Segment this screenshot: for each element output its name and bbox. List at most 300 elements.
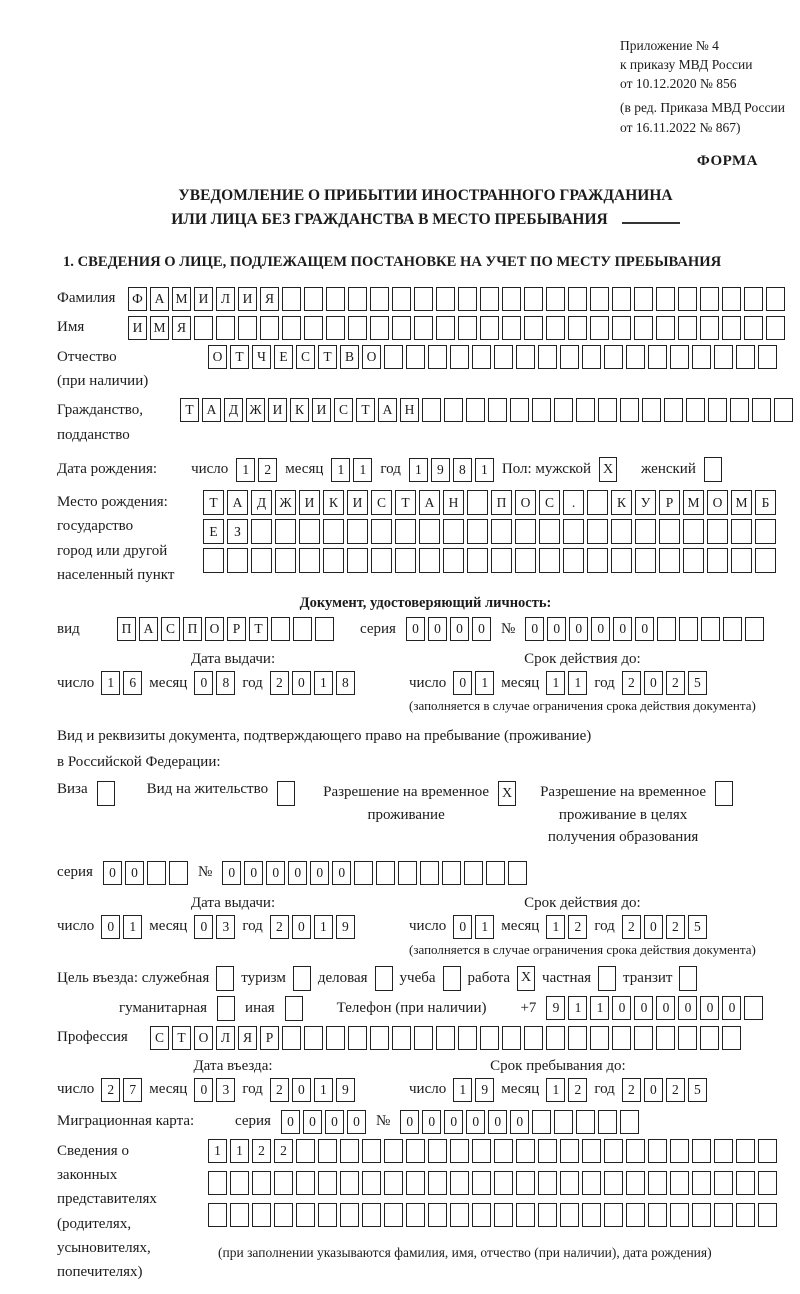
permit-number-field bbox=[222, 861, 527, 885]
purpose-tourism-checkbox bbox=[293, 966, 311, 991]
permit-number-field-cell: 0 bbox=[222, 861, 241, 885]
representatives-field-row3-cell bbox=[560, 1203, 579, 1227]
stay-until-heading: Срок пребывания до: bbox=[490, 1057, 626, 1074]
citizenship-field-cell bbox=[730, 398, 749, 422]
id-doc-kind-field-cell: С bbox=[161, 617, 180, 641]
given-name-field-cell bbox=[612, 316, 631, 340]
representatives-field-row1-cell bbox=[472, 1139, 491, 1163]
surname-field-cell bbox=[304, 287, 323, 311]
id-doc-series-field-cell: 0 bbox=[472, 617, 491, 641]
birthplace-field-row2-cell bbox=[755, 519, 776, 544]
surname-field-cell bbox=[744, 287, 763, 311]
number-label: № bbox=[375, 1113, 391, 1130]
birthplace-field-row3-cell bbox=[611, 548, 632, 573]
sex-female-checkbox bbox=[704, 457, 722, 482]
stay-year-field bbox=[622, 1078, 707, 1102]
representatives-field-row2-cell bbox=[736, 1171, 755, 1195]
birthplace-field-row1-cell: О bbox=[707, 490, 728, 515]
permit-number-field-cell bbox=[398, 861, 417, 885]
representatives-field-row1-cell bbox=[450, 1139, 469, 1163]
stay-month-field bbox=[546, 1078, 587, 1102]
profession-field-cell bbox=[480, 1026, 499, 1050]
citizenship-field-cell bbox=[774, 398, 793, 422]
id-doc-number-field-cell bbox=[657, 617, 676, 641]
surname-field-cell bbox=[612, 287, 631, 311]
temp-residence-option bbox=[323, 781, 516, 826]
representatives-field-row3-cell bbox=[626, 1203, 645, 1227]
id-doc-dates bbox=[57, 651, 794, 714]
representatives-field-row2-cell bbox=[340, 1171, 359, 1195]
surname-field-cell bbox=[326, 287, 345, 311]
permit-number-field-cell bbox=[486, 861, 505, 885]
phone-field-cell: 9 bbox=[546, 996, 565, 1020]
given-name-field-cell: М bbox=[150, 316, 169, 340]
citizenship-field-cell bbox=[642, 398, 661, 422]
id-valid-day-field bbox=[453, 671, 494, 695]
id-valid-year-field bbox=[622, 671, 707, 695]
permit-number-field-cell bbox=[420, 861, 439, 885]
representatives-field-row1-cell: 1 bbox=[230, 1139, 249, 1163]
given-name-field-cell bbox=[766, 316, 785, 340]
representatives-field-row1-cell: 2 bbox=[252, 1139, 271, 1163]
surname-field-cell: Ф bbox=[128, 287, 147, 311]
temp-residence-edu-label: Разрешение на временное проживание в целях получения образования bbox=[540, 784, 707, 846]
birthplace-field-row2-cell bbox=[251, 519, 272, 544]
representatives-field-row1-cell bbox=[296, 1139, 315, 1163]
patronymic-field-cell bbox=[714, 345, 733, 369]
permit-valid-day-field-cell: 0 bbox=[453, 915, 472, 939]
month-label: месяц bbox=[501, 918, 540, 935]
day-label: число bbox=[57, 918, 95, 935]
birth-year-field bbox=[409, 458, 494, 482]
permit-valid-group bbox=[409, 895, 756, 958]
year-label: год bbox=[242, 674, 263, 691]
phone-field bbox=[546, 996, 763, 1020]
migration-number-field-cell: 0 bbox=[510, 1110, 529, 1134]
migration-card-label: Миграционная карта: bbox=[57, 1113, 195, 1130]
purpose-other-checkbox bbox=[285, 996, 303, 1021]
permit-valid-month-field-cell: 1 bbox=[546, 915, 565, 939]
series-label: серия bbox=[360, 620, 396, 637]
representatives-field-row2-cell bbox=[362, 1171, 381, 1195]
birth-month-field-cell: 1 bbox=[331, 458, 350, 482]
right-doc-paragraph: Вид и реквизиты документа, подтверждающего право на пребывание (проживание) в Российской Федерации: bbox=[57, 728, 592, 770]
representatives-field-row3-cell bbox=[736, 1203, 755, 1227]
series-label: серия bbox=[57, 864, 93, 881]
given-name-field-cell bbox=[568, 316, 587, 340]
profession-field-cell bbox=[370, 1026, 389, 1050]
profession-field-cell bbox=[326, 1026, 345, 1050]
number-label: № bbox=[197, 864, 213, 881]
permit-series-field-cell: 0 bbox=[125, 861, 144, 885]
purpose-tourism-label: туризм bbox=[241, 969, 286, 986]
citizenship-field-cell: Д bbox=[224, 398, 243, 422]
birthplace-field-row3-cell bbox=[731, 548, 752, 573]
birthplace-field-row3-cell bbox=[371, 548, 392, 573]
phone-label: Телефон (при наличии) bbox=[336, 999, 487, 1016]
representatives-field-row1-cell bbox=[516, 1139, 535, 1163]
surname-field-cell bbox=[766, 287, 785, 311]
given-name-field-cell bbox=[282, 316, 301, 340]
patronymic-field-cell bbox=[582, 345, 601, 369]
given-name-field-cell bbox=[700, 316, 719, 340]
surname-field-cell bbox=[348, 287, 367, 311]
birthplace-field-row2-cell: З bbox=[227, 519, 248, 544]
representatives-field-row1-cell bbox=[714, 1139, 733, 1163]
id-doc-kind-field-cell bbox=[293, 617, 312, 641]
entry-year-field bbox=[270, 1078, 355, 1102]
birth-day-field-cell: 2 bbox=[258, 458, 277, 482]
patronymic-field-cell: С bbox=[296, 345, 315, 369]
representatives-field-row1-cell bbox=[318, 1139, 337, 1163]
surname-field-cell bbox=[436, 287, 455, 311]
id-valid-year-field-cell: 0 bbox=[644, 671, 663, 695]
birth-month-field bbox=[331, 458, 372, 482]
sex-male-label: Пол: мужской bbox=[501, 461, 592, 477]
number-label: № bbox=[500, 620, 516, 637]
birthplace-field-row3-cell bbox=[659, 548, 680, 573]
migration-number-field bbox=[400, 1110, 639, 1134]
id-doc-kind-field-cell bbox=[271, 617, 290, 641]
representatives-field-row1-cell: 2 bbox=[274, 1139, 293, 1163]
given-name-field-cell bbox=[546, 316, 565, 340]
representatives-field-row3-cell bbox=[230, 1203, 249, 1227]
id-doc-number-field-cell bbox=[745, 617, 764, 641]
representatives-field-row1-cell bbox=[428, 1139, 447, 1163]
representatives-field-row3-cell bbox=[406, 1203, 425, 1227]
citizenship-field-cell: Ж bbox=[246, 398, 265, 422]
representatives-field-row3-cell bbox=[340, 1203, 359, 1227]
representatives-field-row1-cell bbox=[758, 1139, 777, 1163]
birthplace-field-row2-cell bbox=[275, 519, 296, 544]
title-line-1: УВЕДОМЛЕНИЕ О ПРИБЫТИИ ИНОСТРАННОГО ГРАЖДАНИНА bbox=[178, 186, 673, 204]
birthplace-field-row3-cell bbox=[395, 548, 416, 573]
id-valid-month-field-cell: 1 bbox=[568, 671, 587, 695]
given-name-field-cell bbox=[678, 316, 697, 340]
sex-female-label: женский bbox=[641, 461, 696, 477]
id-issue-day-field-cell: 1 bbox=[101, 671, 120, 695]
permit-valid-year-field bbox=[622, 915, 707, 939]
birthplace-field-row3-cell bbox=[707, 548, 728, 573]
representatives-field-row3-cell bbox=[494, 1203, 513, 1227]
stay-day-field bbox=[453, 1078, 494, 1102]
permit-issue-year-field-cell: 2 bbox=[270, 915, 289, 939]
birthplace-field-row3-cell bbox=[755, 548, 776, 573]
birthplace-field-row3-cell bbox=[227, 548, 248, 573]
year-label: год bbox=[594, 674, 615, 691]
patronymic-field-cell bbox=[538, 345, 557, 369]
permit-number-field-cell bbox=[508, 861, 527, 885]
surname-field-cell: И bbox=[238, 287, 257, 311]
citizenship-field-cell: А bbox=[378, 398, 397, 422]
phone-field-cell: 1 bbox=[568, 996, 587, 1020]
id-valid-year-field-cell: 5 bbox=[688, 671, 707, 695]
birthplace-field-row1-cell: Д bbox=[251, 490, 272, 515]
temp-residence-label: Разрешение на временное проживание bbox=[323, 784, 490, 823]
year-label: год bbox=[594, 918, 615, 935]
birthplace-field-row2-cell bbox=[419, 519, 440, 544]
profession-field-cell: О bbox=[194, 1026, 213, 1050]
stay-day-field-cell: 1 bbox=[453, 1078, 472, 1102]
day-label: число bbox=[57, 674, 95, 691]
surname-field-cell bbox=[700, 287, 719, 311]
given-name-field-cell: Я bbox=[172, 316, 191, 340]
given-name-field-cell bbox=[656, 316, 675, 340]
birthplace-field-row3-cell bbox=[515, 548, 536, 573]
month-label: месяц bbox=[149, 674, 188, 691]
permit-issue-day-field bbox=[101, 915, 142, 939]
representatives-block bbox=[57, 1139, 794, 1285]
profession-row bbox=[57, 1026, 794, 1050]
issue-date-heading: Дата выдачи: bbox=[190, 651, 276, 668]
id-doc-number-field-cell bbox=[701, 617, 720, 641]
residence-permit-option bbox=[147, 781, 295, 806]
purpose-humanitarian-checkbox bbox=[217, 996, 235, 1021]
birthplace-field-row2-cell bbox=[659, 519, 680, 544]
profession-field-cell bbox=[590, 1026, 609, 1050]
given-name-field-cell bbox=[260, 316, 279, 340]
citizenship-field-cell bbox=[466, 398, 485, 422]
representatives-field-row1-cell bbox=[340, 1139, 359, 1163]
phone-field-cell bbox=[744, 996, 763, 1020]
representatives-field-row1-cell bbox=[362, 1139, 381, 1163]
permit-issue-year-field bbox=[270, 915, 355, 939]
given-name-field-cell bbox=[458, 316, 477, 340]
representatives-field-row3-cell bbox=[274, 1203, 293, 1227]
purpose-study-checkbox bbox=[443, 966, 461, 991]
birthplace-field-row2-cell bbox=[371, 519, 392, 544]
representatives-field-row3-cell bbox=[758, 1203, 777, 1227]
permit-issue-month-field-cell: 3 bbox=[216, 915, 235, 939]
representatives-field-row3-cell bbox=[582, 1203, 601, 1227]
representatives-field-row1-cell bbox=[406, 1139, 425, 1163]
representatives-field-row1-cell bbox=[604, 1139, 623, 1163]
purpose-work-checkbox bbox=[517, 966, 535, 991]
id-issue-year-field bbox=[270, 671, 355, 695]
representatives-field-row3-cell bbox=[472, 1203, 491, 1227]
citizenship-field-cell bbox=[554, 398, 573, 422]
given-name-field-cell bbox=[304, 316, 323, 340]
patronymic-field-cell bbox=[516, 345, 535, 369]
permit-number-field-cell bbox=[354, 861, 373, 885]
given-name-field-cell bbox=[744, 316, 763, 340]
surname-field-cell bbox=[502, 287, 521, 311]
valid-note: (заполняется в случае ограничения срока действия документа) bbox=[409, 941, 756, 957]
representatives-field-row3-cell bbox=[428, 1203, 447, 1227]
birthplace-field-row3-cell bbox=[467, 548, 488, 573]
temp-residence-checkbox bbox=[498, 781, 516, 806]
stay-year-field-cell: 2 bbox=[666, 1078, 685, 1102]
purpose-humanitarian-label: гуманитарная bbox=[119, 999, 208, 1016]
birthplace-field-row3-cell bbox=[203, 548, 224, 573]
sex-female-checkbox-cell bbox=[704, 457, 722, 482]
citizenship-field-cell bbox=[576, 398, 595, 422]
given-name-field-cell bbox=[326, 316, 345, 340]
birthplace-block bbox=[57, 490, 794, 587]
year-label: год bbox=[242, 918, 263, 935]
phone-field-cell: 0 bbox=[656, 996, 675, 1020]
given-name-field-cell bbox=[436, 316, 455, 340]
birth-date-row bbox=[57, 457, 794, 482]
entry-month-field bbox=[194, 1078, 235, 1102]
birthplace-field-row2-cell bbox=[299, 519, 320, 544]
id-doc-number-field-cell bbox=[679, 617, 698, 641]
representatives-field-row3-cell bbox=[208, 1203, 227, 1227]
representatives-field-row2-cell bbox=[538, 1171, 557, 1195]
residence-permit-checkbox-cell bbox=[277, 781, 295, 806]
patronymic-field-cell bbox=[736, 345, 755, 369]
id-doc-kind-field-cell: О bbox=[205, 617, 224, 641]
citizenship-field-cell: Т bbox=[180, 398, 199, 422]
surname-field-cell bbox=[656, 287, 675, 311]
citizenship-field-cell bbox=[532, 398, 551, 422]
representatives-field-row2-cell bbox=[318, 1171, 337, 1195]
citizenship-field bbox=[180, 398, 793, 422]
profession-field-cell bbox=[612, 1026, 631, 1050]
birthplace-field-row1-cell: О bbox=[515, 490, 536, 515]
birthplace-field-row3-cell bbox=[491, 548, 512, 573]
representatives-field-row1-cell bbox=[670, 1139, 689, 1163]
profession-field-cell bbox=[304, 1026, 323, 1050]
birthplace-field-row3-cell bbox=[539, 548, 560, 573]
citizenship-field-cell bbox=[598, 398, 617, 422]
citizenship-field-cell: А bbox=[202, 398, 221, 422]
birthplace-field-row1-cell: Р bbox=[659, 490, 680, 515]
id-issue-year-field-cell: 8 bbox=[336, 671, 355, 695]
permit-issue-year-field-cell: 0 bbox=[292, 915, 311, 939]
month-label: месяц bbox=[149, 918, 188, 935]
surname-field-cell bbox=[370, 287, 389, 311]
profession-field-cell bbox=[722, 1026, 741, 1050]
entry-day-field-cell: 2 bbox=[101, 1078, 120, 1102]
birthplace-field-row2-cell bbox=[395, 519, 416, 544]
id-valid-month-field bbox=[546, 671, 587, 695]
id-doc-number-field-cell bbox=[723, 617, 742, 641]
day-label: число bbox=[191, 461, 229, 477]
sex-male-checkbox bbox=[599, 457, 617, 482]
id-issue-month-field-cell: 8 bbox=[216, 671, 235, 695]
given-name-field-cell: И bbox=[128, 316, 147, 340]
citizenship-field-cell bbox=[488, 398, 507, 422]
permit-number-field-cell bbox=[442, 861, 461, 885]
birthplace-field-row3-cell bbox=[563, 548, 584, 573]
citizenship-field-cell: И bbox=[268, 398, 287, 422]
representatives-field-row2-cell bbox=[626, 1171, 645, 1195]
patronymic-field-cell bbox=[494, 345, 513, 369]
birthplace-field-row1-cell: М bbox=[683, 490, 704, 515]
entry-year-field-cell: 9 bbox=[336, 1078, 355, 1102]
given-name-field-cell bbox=[216, 316, 235, 340]
given-name-field-cell bbox=[414, 316, 433, 340]
id-doc-kind-field-cell bbox=[315, 617, 334, 641]
migration-series-field bbox=[281, 1110, 366, 1134]
annex-edition-line: (в ред. Приказа МВД России bbox=[620, 100, 785, 116]
birthplace-field-row1-cell: . bbox=[563, 490, 584, 515]
temp-residence-edu-checkbox-cell bbox=[715, 781, 733, 806]
representatives-field-row2-cell bbox=[450, 1171, 469, 1195]
surname-field-cell bbox=[722, 287, 741, 311]
surname-field-cell bbox=[282, 287, 301, 311]
birthplace-field-row2-cell bbox=[515, 519, 536, 544]
profession-field-cell: Т bbox=[172, 1026, 191, 1050]
birth-day-field-cell: 1 bbox=[236, 458, 255, 482]
stay-day-field-cell: 9 bbox=[475, 1078, 494, 1102]
profession-field-cell: Л bbox=[216, 1026, 235, 1050]
given-name-field-cell bbox=[238, 316, 257, 340]
birthplace-field-row2-cell bbox=[323, 519, 344, 544]
migration-number-field-cell: 0 bbox=[466, 1110, 485, 1134]
id-doc-series-field bbox=[406, 617, 491, 641]
citizenship-field-cell bbox=[620, 398, 639, 422]
birthplace-label: Место рождения: государство город или другой населенный пункт bbox=[57, 494, 175, 583]
representatives-field-row3-cell bbox=[670, 1203, 689, 1227]
birthplace-field-row2-cell bbox=[587, 519, 608, 544]
profession-field-cell bbox=[414, 1026, 433, 1050]
surname-field bbox=[128, 287, 785, 311]
birthplace-field-row3-cell bbox=[251, 548, 272, 573]
citizenship-field-cell bbox=[686, 398, 705, 422]
citizenship-field-cell bbox=[422, 398, 441, 422]
representatives-label: Сведения о законных представителях (родителях, усыновителях, попечителях) bbox=[57, 1142, 157, 1281]
month-label: месяц bbox=[285, 461, 324, 477]
migration-number-field-cell bbox=[554, 1110, 573, 1134]
birthplace-field-row1-cell: А bbox=[227, 490, 248, 515]
id-doc-series-field-cell: 0 bbox=[406, 617, 425, 641]
temp-residence-edu-option bbox=[540, 781, 733, 849]
purpose-other-label: иная bbox=[245, 999, 275, 1016]
issue-date-heading: Дата выдачи: bbox=[190, 894, 276, 911]
valid-note: (заполняется в случае ограничения срока действия документа) bbox=[409, 698, 756, 714]
id-issue-month-field-cell: 0 bbox=[194, 671, 213, 695]
surname-field-cell bbox=[414, 287, 433, 311]
birthplace-field-row1-cell: Т bbox=[203, 490, 224, 515]
entry-day-field bbox=[101, 1078, 142, 1102]
entry-year-field-cell: 0 bbox=[292, 1078, 311, 1102]
representatives-field-row1-cell bbox=[736, 1139, 755, 1163]
birth-day-field bbox=[236, 458, 277, 482]
valid-until-heading: Срок действия до: bbox=[524, 651, 641, 668]
entry-day-field-cell: 7 bbox=[123, 1078, 142, 1102]
annex-reference bbox=[620, 36, 800, 137]
purpose-row-2 bbox=[57, 996, 794, 1021]
representatives-field-row1-cell bbox=[384, 1139, 403, 1163]
representatives-field-row3-cell bbox=[604, 1203, 623, 1227]
representatives-field-row2-cell bbox=[714, 1171, 733, 1195]
birthplace-field-row1-cell: Т bbox=[395, 490, 416, 515]
citizenship-row bbox=[57, 398, 794, 447]
id-issue-group bbox=[57, 651, 409, 695]
representatives-field-row3-cell bbox=[318, 1203, 337, 1227]
id-document-row bbox=[57, 617, 794, 641]
migration-number-field-cell bbox=[620, 1110, 639, 1134]
profession-field-cell bbox=[546, 1026, 565, 1050]
permit-valid-day-field-cell: 1 bbox=[475, 915, 494, 939]
permit-number-field-cell: 0 bbox=[288, 861, 307, 885]
stay-year-field-cell: 2 bbox=[622, 1078, 641, 1102]
id-valid-day-field-cell: 1 bbox=[475, 671, 494, 695]
profession-field-cell bbox=[568, 1026, 587, 1050]
profession-field-cell bbox=[392, 1026, 411, 1050]
phone-field-cell: 0 bbox=[634, 996, 653, 1020]
birthplace-field-row2-cell: Е bbox=[203, 519, 224, 544]
representatives-field-row2-cell bbox=[428, 1171, 447, 1195]
id-doc-kind-field-cell: П bbox=[183, 617, 202, 641]
patronymic-field-cell bbox=[604, 345, 623, 369]
representatives-field-row3-cell bbox=[538, 1203, 557, 1227]
profession-field-cell: Р bbox=[260, 1026, 279, 1050]
visa-checkbox bbox=[97, 781, 115, 806]
id-doc-number-field-cell: 0 bbox=[613, 617, 632, 641]
